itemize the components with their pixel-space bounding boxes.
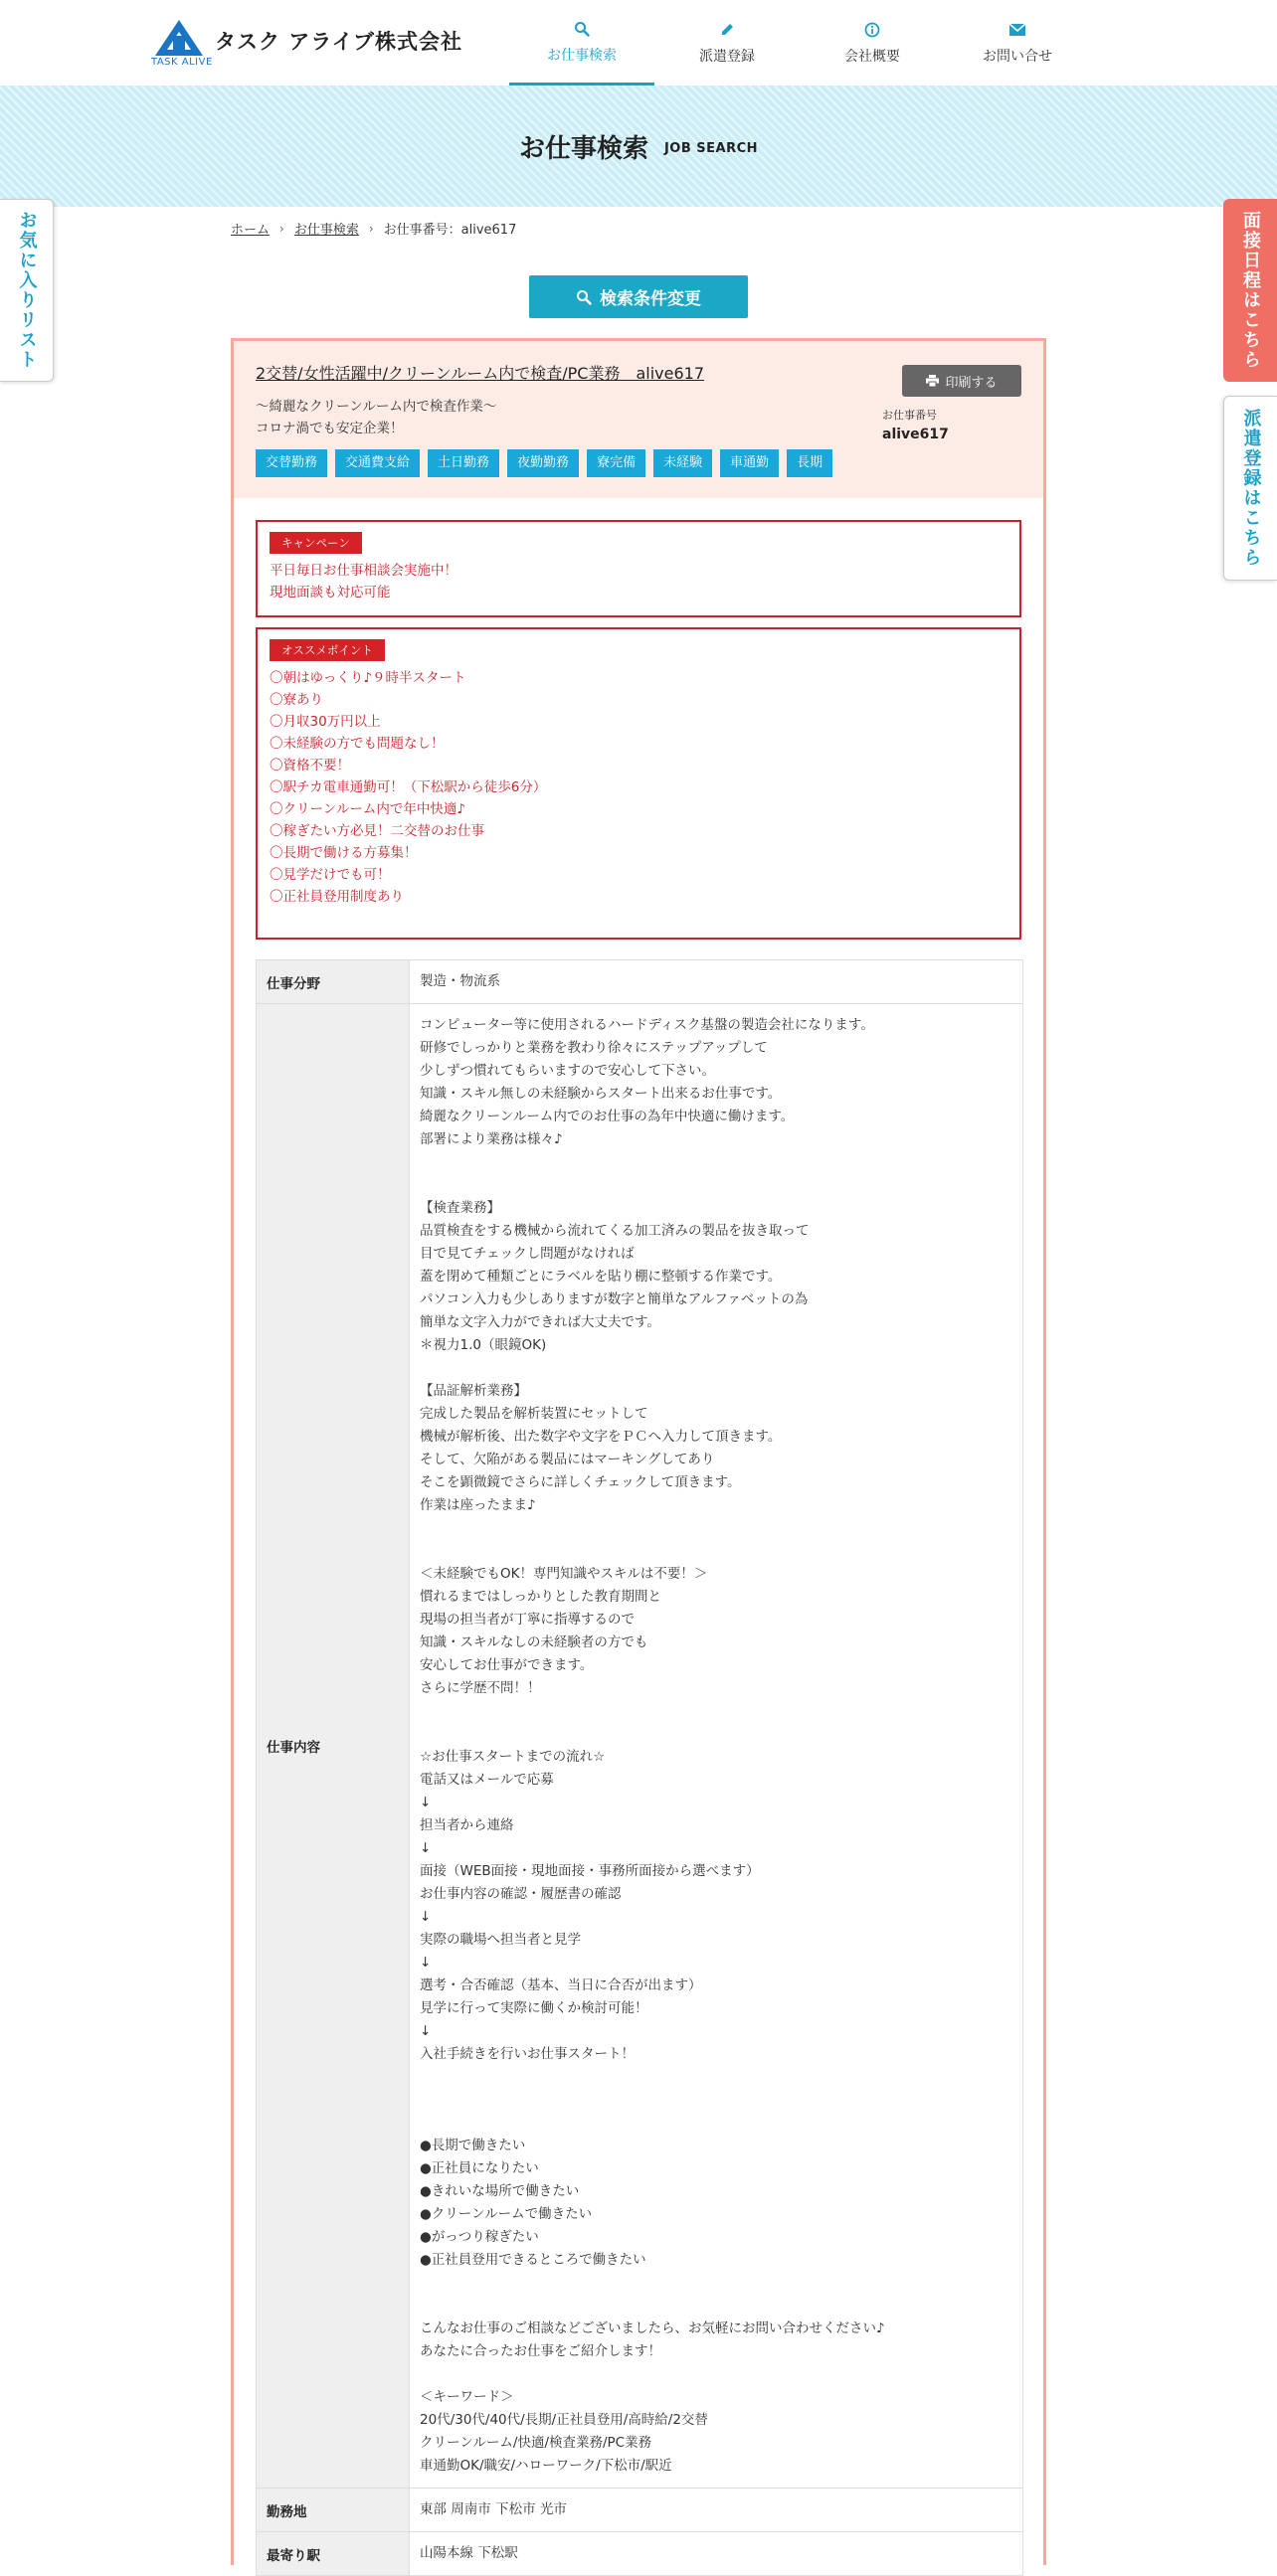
text-line: 現地面談も対応可能: [270, 585, 391, 601]
page-hero: [0, 86, 1277, 207]
location-label: 勤務地: [257, 2489, 410, 2532]
nav-label: お問い合せ: [983, 49, 1052, 65]
favorites-tab[interactable]: [0, 199, 54, 382]
job-tags: [256, 449, 1021, 477]
text-line: ●きれいな場所で働きたい: [420, 2183, 580, 2199]
text-line: 20代/30代/40代/長期/正社員登用/高時給/2交替: [420, 2412, 708, 2428]
text-line: ↓: [420, 1795, 432, 1810]
text-line: ↓: [420, 2023, 432, 2039]
text-line: 少しずつ慣れてもらいますので安心して下さい。: [420, 1063, 715, 1079]
job-tag: 交替勤務: [256, 449, 327, 477]
text-line: ●がっつり稼ぎたい: [420, 2229, 539, 2245]
change-search-button[interactable]: [529, 275, 748, 318]
job-info-table: [256, 959, 1023, 2576]
site-header: [0, 0, 1277, 86]
job-tag: 未経験: [653, 449, 712, 477]
chevron-right-icon: ›: [279, 221, 284, 236]
job-card: [231, 338, 1046, 2565]
highlight-boxes: [234, 498, 1043, 940]
text-line: ●正社員登用できるところで働きたい: [420, 2252, 646, 2268]
table-row: [257, 2532, 1023, 2576]
text-line: [420, 1357, 1012, 1380]
text-line: [420, 1517, 1012, 1540]
text-line: 現場の担当者が丁寧に指導するので: [420, 1612, 635, 1628]
search-icon: [576, 289, 592, 305]
text-line: ↓: [420, 1909, 432, 1925]
page-subtitle: JOB SEARCH: [663, 140, 759, 156]
text-line: [420, 2363, 1012, 2386]
chevron-right-icon: ›: [368, 221, 374, 236]
text-line: そこを顕微鏡でさらに詳しくチェックして頂きます。: [420, 1474, 741, 1490]
job-desc-line: コロナ渦でも安定企業！: [256, 421, 404, 436]
campaign-label: キャンペーン: [270, 532, 362, 554]
nav-label: お仕事検索: [547, 47, 617, 64]
category-label: 仕事分野: [257, 960, 410, 1004]
breadcrumb: [231, 219, 516, 238]
text-line: [420, 2295, 1012, 2318]
search-icon: [574, 19, 590, 39]
text-line: 平日毎日お仕事相談会実施中！: [270, 563, 457, 579]
text-line: 面接（WEB面接・現地面接・事務所面接から選べます）: [420, 1863, 760, 1879]
favorites-tab-label: お気に入りリスト: [16, 211, 38, 370]
text-line: [420, 2112, 1012, 2135]
text-line: ↓: [420, 1840, 432, 1856]
printer-icon: [926, 375, 939, 387]
text-line: 電話又はメールで応募: [420, 1772, 554, 1788]
text-line: 見学に行って実際に働くか検討可能！: [420, 2000, 648, 2016]
text-line: 完成した製品を解析装置にセットして: [420, 1406, 648, 1422]
text-line: 【品証解析業務】: [420, 1383, 527, 1399]
job-tag: 夜勤勤務: [507, 449, 579, 477]
text-line: [420, 2272, 1012, 2295]
print-label: 印刷する: [945, 375, 998, 391]
job-number-label: お仕事番号: [882, 409, 937, 422]
recommend-lines: [270, 667, 1007, 908]
text-line: 車通勤OK/職安/ハローワーク/下松市/駅近: [420, 2458, 672, 2474]
register-tab[interactable]: [1223, 396, 1277, 581]
text-line: [420, 2066, 1012, 2089]
content-label: 仕事内容: [257, 1004, 410, 2489]
station-label: 最寄り駅: [257, 2532, 410, 2576]
text-line: 〇寮あり: [270, 692, 323, 708]
text-line: 綺麗なクリーンルーム内でのお仕事の為年中快適に働けます。: [420, 1109, 795, 1124]
text-line: ●長期で働きたい: [420, 2138, 526, 2153]
campaign-lines: [270, 560, 1007, 603]
job-tag: 長期: [787, 449, 832, 477]
text-line: パソコン入力も少しありますが数字と簡単なアルファベットの為: [420, 1291, 809, 1307]
recommend-label: オススメポイント: [270, 639, 385, 661]
logo-text: タスク アライブ株式会社: [215, 30, 463, 54]
job-desc-line: ～綺麗なクリーンルーム内で検査作業～: [256, 399, 497, 415]
text-line: [420, 1700, 1012, 1723]
text-line: コンピューター等に使用されるハードディスク基盤の製造会社になります。: [420, 1017, 874, 1033]
job-number: alive617: [882, 427, 949, 442]
text-line: さらに学歴不問！！: [420, 1680, 541, 1696]
job-tag: 寮完備: [587, 449, 645, 477]
main-nav: [509, 0, 1090, 86]
breadcrumb-home[interactable]: ホーム: [231, 223, 271, 238]
table-row: [257, 1004, 1023, 2489]
text-line: 作業は座ったまま♪: [420, 1497, 536, 1513]
station-value: 山陽本線 下松駅: [410, 2532, 1023, 2576]
text-line: 【検査業務】: [420, 1200, 500, 1216]
text-line: 機械が解析後、出た数字や文字をＰＣへ入力して頂きます。: [420, 1429, 782, 1445]
text-line: [420, 2089, 1012, 2112]
recommend-box: [256, 627, 1021, 940]
campaign-box: [256, 520, 1021, 617]
text-line: 〇資格不要！: [270, 758, 350, 773]
text-line: 〇正社員登用制度あり: [270, 889, 404, 905]
text-line: ↓: [420, 1955, 432, 1971]
text-line: 〇駅チカ電車通勤可！（下松駅から徒歩6分）: [270, 779, 547, 795]
company-logo[interactable]: [151, 18, 463, 70]
info-circle-icon: [864, 20, 880, 40]
nav-label: 会社概要: [844, 49, 900, 65]
text-line: 知識・スキルなしの未経験者の方でも: [420, 1634, 648, 1650]
text-line: 蓋を閉めて種類ごとにラベルを貼り棚に整頓する作業です。: [420, 1269, 782, 1285]
register-tab-label: 派遣登録はこちら: [1240, 409, 1262, 568]
text-line: ☆お仕事スタートまでの流れ☆: [420, 1749, 606, 1765]
table-row: [257, 960, 1023, 1004]
change-search-label: 検索条件変更: [600, 289, 701, 309]
print-button[interactable]: [902, 365, 1021, 397]
text-line: 〇朝はゆっくり♪９時半スタート: [270, 670, 466, 686]
text-line: 〇クリーンルーム内で年中快適♪: [270, 801, 466, 817]
envelope-icon: [1008, 20, 1026, 40]
text-line: 〇稼ぎたい方必見！二交替のお仕事: [270, 823, 484, 839]
job-tag: 土日勤務: [428, 449, 499, 477]
text-line: あなたに合ったお仕事をご紹介します！: [420, 2343, 661, 2359]
nav-job-search[interactable]: [509, 0, 654, 86]
page-title: お仕事検索: [518, 133, 648, 164]
content-value: [410, 1004, 1023, 2489]
location-value: 東部 周南市 下松市 光市: [410, 2489, 1023, 2532]
nav-contact[interactable]: [945, 0, 1090, 86]
job-title[interactable]: 2交替/女性活躍中/クリーンルーム内で検査/PC業務 alive617: [256, 364, 704, 383]
text-line: クリーンルーム/快適/検査業務/PC業務: [420, 2435, 652, 2451]
text-line: 実際の職場へ担当者と見学: [420, 1932, 581, 1948]
text-line: 目で見てチェックし問題がなければ: [420, 1246, 635, 1262]
nav-label: 派遣登録: [699, 49, 755, 65]
text-line: 選考・合否確認（基本、当日に合否が出ます）: [420, 1977, 702, 1993]
category-value: 製造・物流系: [410, 960, 1023, 1004]
text-line: 知識・スキル無しの未経験からスタート出来るお仕事です。: [420, 1086, 782, 1102]
interview-schedule-tab[interactable]: [1223, 199, 1277, 382]
nav-dispatch-register[interactable]: [654, 0, 800, 86]
text-line: 研修でしっかりと業務を教わり徐々にステップアップして: [420, 1040, 768, 1056]
breadcrumb-current: お仕事番号：alive617: [383, 223, 517, 238]
text-line: ＜キーワード＞: [420, 2389, 514, 2405]
text-line: 〇長期で働ける方募集！: [270, 845, 418, 861]
text-line: 〇見学だけでも可！: [270, 867, 391, 883]
text-line: [420, 1151, 1012, 1174]
text-line: 〇未経験の方でも問題なし！: [270, 736, 445, 752]
text-line: 〇月収30万円以上: [270, 714, 381, 730]
text-line: [420, 1540, 1012, 1563]
nav-company[interactable]: [800, 0, 945, 86]
text-line: [420, 1174, 1012, 1197]
text-line: ●クリーンルームで働きたい: [420, 2206, 593, 2222]
text-line: 担当者から連絡: [420, 1817, 514, 1833]
text-line: そして、欠陥がある製品にはマーキングしてあり: [420, 1452, 715, 1467]
pencil-icon: [719, 20, 735, 40]
job-tag: 交通費支給: [335, 449, 420, 477]
text-line: お仕事内容の確認・履歴書の確認: [420, 1886, 622, 1902]
text-line: こんなお仕事のご相談などございましたら、お気軽にお問い合わせください♪: [420, 2320, 885, 2336]
text-line: 慣れるまではしっかりとした教育期間と: [420, 1589, 661, 1605]
logo-subtext: TASK ALIVE: [151, 57, 213, 68]
job-card-header: [234, 341, 1043, 498]
text-line: 部署により業務は様々♪: [420, 1131, 563, 1147]
job-tag: 車通勤: [720, 449, 779, 477]
text-line: 安心してお仕事ができます。: [420, 1657, 594, 1673]
text-line: ●正社員になりたい: [420, 2160, 539, 2176]
text-line: 入社手続きを行いお仕事スタート！: [420, 2046, 635, 2062]
breadcrumb-search[interactable]: お仕事検索: [293, 223, 359, 238]
text-line: 品質検査をする機械から流れてくる加工済みの製品を抜き取って: [420, 1223, 810, 1239]
text-line: ＊視力1.0（眼鏡OK): [420, 1337, 547, 1353]
interview-tab-label: 面接日程はこちら: [1240, 211, 1261, 370]
text-line: ＜未経験でもOK！専門知識やスキルは不要！＞: [420, 1566, 708, 1582]
text-line: 簡単な文字入力ができれば大丈夫です。: [420, 1314, 660, 1330]
text-line: [420, 1723, 1012, 1746]
table-row: [257, 2489, 1023, 2532]
